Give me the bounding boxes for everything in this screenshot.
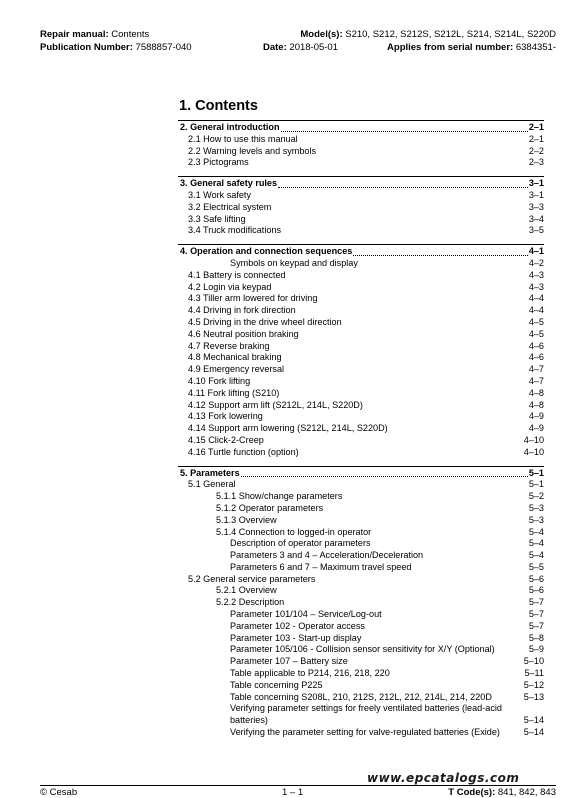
toc-entry[interactable] [178, 597, 544, 609]
toc-entry-title: 2.3 Pictograms [188, 157, 249, 168]
toc-entry[interactable] [178, 447, 544, 459]
header-serial: Applies from serial number: 6384351- [387, 42, 556, 53]
toc-entry-page: 4–9 [528, 411, 544, 422]
toc-entry-page: 5–4 [528, 550, 544, 561]
toc-entry-title: Parameter 101/104 – Service/Log-out [230, 609, 382, 620]
toc-entry-page: 5–1 [528, 467, 544, 478]
spacer [315, 575, 528, 585]
spacer [382, 611, 529, 621]
spacer [348, 658, 524, 668]
toc-entry-title: Parameters 6 and 7 – Maximum travel speed [230, 561, 412, 572]
toc-entry-page: 5–7 [528, 609, 544, 620]
toc-entry-title: 5.2 General service parameters [188, 573, 316, 584]
toc-entry-title: Table applicable to P214, 216, 218, 220 [230, 668, 390, 679]
dot-leader [241, 476, 528, 477]
toc-entry-page: 4–10 [523, 446, 544, 457]
toc-entry-page: 4–3 [528, 269, 544, 280]
toc-entry[interactable] [178, 329, 544, 341]
toc-entry-page: 2–1 [528, 133, 544, 144]
spacer [269, 342, 528, 352]
toc-entry-page: 2–2 [528, 145, 544, 156]
spacer [390, 670, 525, 680]
header-manual: Repair manual: Contents [40, 29, 150, 40]
toc-entry[interactable] [178, 491, 544, 503]
toc-entry-title: 4.15 Click-2-Creep [188, 434, 264, 445]
toc-entry[interactable] [178, 644, 544, 656]
toc-entry-page: 4–5 [528, 328, 544, 339]
spacer [371, 528, 529, 538]
toc-entry[interactable] [178, 214, 544, 226]
toc-entry-page: 4–4 [528, 305, 544, 316]
toc-entry-page: 5–7 [528, 620, 544, 631]
spacer [263, 413, 529, 423]
toc-entry-title: 5. Parameters [180, 467, 240, 478]
toc-entry-page: 5–14 [523, 715, 544, 726]
spacer [246, 215, 529, 225]
toc-entry-page: 5–1 [528, 479, 544, 490]
toc-entry-page: 5–12 [523, 679, 544, 690]
toc-entry[interactable] [178, 341, 544, 353]
toc-entry-page: 5–4 [528, 538, 544, 549]
toc-entry[interactable] [178, 609, 544, 621]
toc-entry[interactable] [178, 388, 544, 400]
spacer [495, 646, 529, 656]
toc-entry-page: 5–13 [523, 691, 544, 702]
spacer [264, 437, 524, 447]
toc-entry-page: 4–1 [528, 246, 544, 257]
toc-entry-title: Symbols on keypad and display [230, 257, 358, 268]
toc-entry-title: 4.9 Emergency reversal [188, 364, 285, 375]
toc-entry[interactable] [178, 527, 544, 539]
toc-entry-title: 3.3 Safe lifting [188, 213, 246, 224]
toc-entry[interactable] [178, 400, 544, 412]
toc-entry-page: 5–11 [524, 668, 544, 679]
footer-divider [40, 785, 556, 786]
toc-entry-title: 3.1 Work safety [188, 189, 252, 200]
toc-entry[interactable] [178, 538, 544, 550]
toc-entry[interactable] [178, 423, 544, 435]
toc-entry-title: 2.2 Warning levels and symbols [188, 145, 317, 156]
toc-entry[interactable] [178, 364, 544, 376]
toc-entry[interactable] [178, 727, 544, 739]
toc-entry-title: Parameter 103 - Start-up display [230, 632, 362, 643]
toc-entry-title: 5.1 General [188, 479, 236, 490]
header-publication: Publication Number: 7588857-040 [40, 42, 192, 53]
footer-tcodes: T Code(s): 841, 842, 843 [448, 787, 556, 798]
spacer [316, 147, 529, 157]
toc-entry-title: Table concerning P225 [230, 679, 323, 690]
toc-entry-title: 3.4 Truck modifications [188, 225, 281, 236]
toc-entry-title: 5.1.1 Show/change parameters [216, 491, 343, 502]
toc-entry-page: 5–10 [523, 656, 544, 667]
toc-entry[interactable] [178, 668, 544, 680]
toc-section [178, 244, 544, 458]
toc-entry[interactable] [178, 270, 544, 282]
spacer [371, 540, 529, 550]
toc-entry-page: 2–3 [528, 157, 544, 168]
spacer [284, 366, 529, 376]
toc-entry-title: 4. Operation and connection sequences [180, 246, 353, 257]
spacer [363, 401, 529, 411]
toc-entry[interactable] [178, 202, 544, 214]
toc-entry[interactable] [178, 134, 544, 146]
toc-entry-page: 3–1 [528, 189, 544, 200]
toc-entry-page: 4–7 [528, 375, 544, 386]
spacer [296, 307, 529, 317]
spacer [358, 260, 529, 270]
toc-entry-page: 4–3 [528, 281, 544, 292]
page-title: 1. Contents [179, 98, 258, 114]
spacer [286, 272, 529, 282]
spacer [342, 319, 529, 329]
toc-entry[interactable] [178, 633, 544, 645]
spacer [298, 136, 529, 146]
spacer [251, 192, 529, 202]
toc-entry-page: 4–8 [528, 399, 544, 410]
toc-entry-title: 4.3 Tiller arm lowered for driving [188, 293, 318, 304]
dot-leader [281, 131, 528, 132]
toc-entry-page: 4–8 [528, 387, 544, 398]
spacer [492, 693, 524, 703]
toc-entry-page: 5–4 [528, 526, 544, 537]
toc-entry-title: Verifying parameter settings for freely ventilated batteries (lead-acid batteries) [230, 703, 502, 726]
toc-entry[interactable] [178, 562, 544, 574]
toc-entry[interactable] [178, 293, 544, 305]
toc-entry-page: 5–2 [528, 491, 544, 502]
toc-entry-title: 4.4 Driving in fork direction [188, 305, 296, 316]
toc-entry-page: 4–5 [528, 316, 544, 327]
toc-entry-page: 5–9 [528, 644, 544, 655]
spacer [423, 552, 529, 562]
toc-entry-page: 4–2 [528, 257, 544, 268]
toc-entry[interactable] [178, 317, 544, 329]
toc-entry-title: 2.1 How to use this manual [188, 133, 298, 144]
toc-entry[interactable] [178, 703, 544, 727]
toc-entry-title: 4.6 Neutral position braking [188, 328, 299, 339]
toc-entry-page: 3–3 [528, 201, 544, 212]
toc-entry-page: 3–1 [528, 178, 544, 189]
toc-entry-title: 5.2.1 Overview [216, 585, 277, 596]
spacer [279, 390, 528, 400]
spacer [271, 283, 528, 293]
toc-entry-title: 4.10 Fork lifting [188, 375, 251, 386]
toc-entry[interactable] [178, 146, 544, 158]
spacer [342, 493, 528, 503]
header-date: Date: 2018-05-01 [263, 42, 339, 53]
header-models: Model(s): S210, S212, S212S, S212L, S214, S214L, S220D [300, 29, 556, 40]
toc-entry-page: 4–6 [528, 352, 544, 363]
toc-entry-title: 4.16 Turtle function (option) [188, 446, 299, 457]
toc-entry-page: 3–4 [528, 213, 544, 224]
toc-entry-title: 2. General introduction [180, 122, 280, 132]
toc-entry[interactable] [178, 585, 544, 597]
toc-entry[interactable] [178, 305, 544, 317]
toc-entry-page: 4–9 [528, 423, 544, 434]
table-of-contents [178, 120, 544, 746]
spacer [249, 159, 529, 169]
toc-entry[interactable] [178, 656, 544, 668]
dot-leader [278, 187, 528, 188]
toc-entry-title: 5.1.3 Overview [216, 514, 277, 525]
spacer [281, 227, 529, 237]
spacer [284, 599, 529, 609]
toc-entry-page: 4–4 [528, 293, 544, 304]
spacer [365, 623, 529, 633]
toc-entry[interactable] [178, 621, 544, 633]
toc-entry-page: 5–6 [528, 573, 544, 584]
toc-entry-page: 2–1 [528, 122, 544, 132]
footer-copyright: © Cesab [40, 787, 78, 798]
spacer [271, 204, 528, 214]
toc-entry-title: Parameters 3 and 4 – Acceleration/Deceleration [230, 550, 424, 561]
toc-entry-title: 4.2 Login via keypad [188, 281, 272, 292]
spacer [299, 449, 524, 459]
toc-entry-title: Parameter 105/106 - Collision sensor sensitivity for X/Y (Optional) [230, 644, 495, 655]
toc-entry-title: 5.2.2 Description [216, 597, 285, 608]
spacer [411, 564, 528, 574]
toc-entry-title: 4.1 Battery is connected [188, 269, 286, 280]
spacer [317, 295, 528, 305]
toc-entry-title: 4.8 Mechanical braking [188, 352, 282, 363]
toc-entry-title: 3.2 Electrical system [188, 201, 272, 212]
toc-entry[interactable] [178, 225, 544, 237]
spacer [510, 717, 524, 727]
toc-entry-title: 3. General safety rules [180, 178, 278, 189]
toc-entry-title: Parameter 107 – Battery size [230, 656, 348, 667]
toc-entry[interactable] [178, 411, 544, 423]
toc-entry-title: Parameter 102 - Operator access [230, 620, 365, 631]
spacer [323, 505, 529, 515]
spacer [361, 634, 528, 644]
toc-entry-page: 5–8 [528, 632, 544, 643]
toc-entry-title: Description of operator parameters [230, 538, 371, 549]
toc-chapter-entry[interactable] [178, 178, 544, 190]
spacer [500, 729, 524, 739]
footer-page-number: 1 – 1 [282, 787, 304, 798]
toc-entry-page: 5–7 [528, 597, 544, 608]
toc-chapter-entry[interactable] [178, 468, 544, 480]
toc-entry-title: 4.11 Fork lifting (S210) [188, 387, 280, 398]
spacer [323, 682, 524, 692]
toc-entry[interactable] [178, 157, 544, 169]
toc-entry-title: Table concerning S208L, 210, 212S, 212L, 212, 214L, 214, 220D [230, 691, 492, 702]
spacer [282, 354, 529, 364]
toc-entry-title: 4.12 Support arm lift (S212L, 214L, S220D) [188, 399, 363, 410]
toc-entry[interactable] [178, 190, 544, 202]
toc-entry-page: 5–3 [528, 502, 544, 513]
toc-entry[interactable] [178, 503, 544, 515]
toc-entry-page: 5–14 [523, 727, 544, 738]
toc-entry-page: 5–6 [528, 585, 544, 596]
toc-entry[interactable] [178, 692, 544, 704]
toc-entry[interactable] [178, 258, 544, 270]
toc-entry-page: 4–7 [528, 364, 544, 375]
watermark: www.epcatalogs.com [367, 771, 520, 785]
spacer [250, 378, 529, 388]
toc-entry[interactable] [178, 680, 544, 692]
spacer [236, 481, 529, 491]
toc-entry-title: 4.7 Reverse braking [188, 340, 270, 351]
toc-entry-page: 4–10 [523, 434, 544, 445]
toc-entry[interactable] [178, 282, 544, 294]
toc-entry-page: 5–5 [528, 561, 544, 572]
toc-entry-title: 4.14 Support arm lowering (S212L, 214L, S220D) [188, 423, 388, 434]
toc-section [178, 120, 544, 169]
toc-entry[interactable] [178, 376, 544, 388]
toc-entry[interactable] [178, 515, 544, 527]
toc-section [178, 466, 544, 739]
toc-entry-page: 3–5 [528, 225, 544, 236]
toc-entry[interactable] [178, 479, 544, 491]
dot-leader [353, 255, 527, 256]
toc-entry-title: 4.13 Fork lowering [188, 411, 263, 422]
spacer [277, 517, 529, 527]
toc-entry[interactable] [178, 352, 544, 364]
toc-entry-page: 5–3 [528, 514, 544, 525]
toc-entry-title: 5.1.4 Connection to logged-in operator [216, 526, 372, 537]
toc-chapter-entry[interactable] [178, 122, 544, 134]
toc-entry-title: Verifying the parameter setting for valve-regulated batteries (Exide) [230, 727, 500, 738]
toc-section [178, 176, 544, 237]
spacer [277, 587, 529, 597]
toc-entry[interactable] [178, 550, 544, 562]
toc-entry[interactable] [178, 574, 544, 586]
toc-entry[interactable] [178, 435, 544, 447]
spacer [388, 425, 529, 435]
toc-chapter-entry[interactable] [178, 246, 544, 258]
toc-entry-title: 4.5 Driving in the drive wheel direction [188, 316, 342, 327]
spacer [299, 331, 529, 341]
toc-entry-title: 5.1.2 Operator parameters [216, 502, 324, 513]
toc-entry-page: 4–6 [528, 340, 544, 351]
